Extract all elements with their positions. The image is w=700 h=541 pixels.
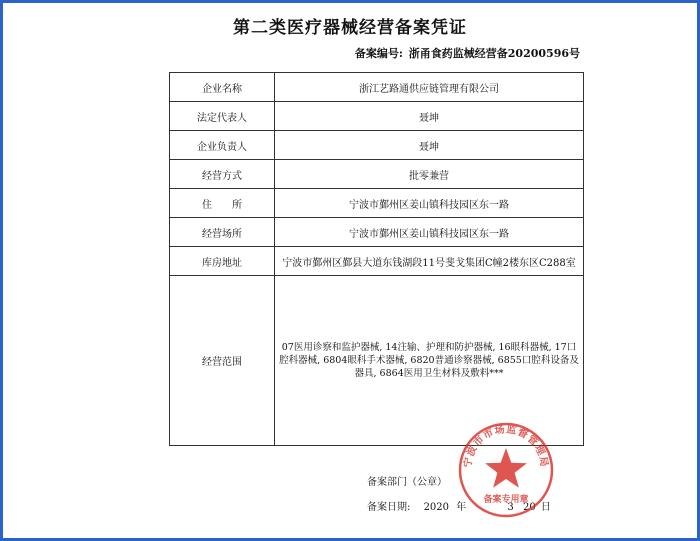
record-number-label: 备案编号: bbox=[354, 47, 403, 60]
filing-date-year: 2020 bbox=[423, 502, 450, 513]
table-row bbox=[170, 73, 584, 102]
row-value-business-mode: 批零兼营 bbox=[275, 160, 584, 189]
record-number-value: 浙甬食药监械经营备20200596号 bbox=[408, 47, 580, 60]
certificate-table bbox=[169, 72, 584, 446]
row-value-business-premises: 宁波市鄞州区姜山镇科技园区东一路 bbox=[275, 218, 584, 247]
row-value-legal-rep: 聂坤 bbox=[275, 102, 584, 131]
seal-arc-text: 宁波市市场监督管理局 bbox=[462, 424, 550, 469]
row-label-legal-rep: 法定代表人 bbox=[170, 102, 275, 131]
filing-date-label: 备案日期: bbox=[367, 502, 411, 513]
row-label-company-name: 企业名称 bbox=[170, 73, 275, 102]
row-label-business-mode: 经营方式 bbox=[170, 160, 275, 189]
seal-star-icon bbox=[485, 448, 527, 488]
seal-center-text: 备案专用章 bbox=[483, 495, 529, 505]
table-row bbox=[170, 160, 584, 189]
table-row bbox=[170, 189, 584, 218]
document-title: 第二类医疗器械经营备案凭证 bbox=[233, 18, 467, 38]
table-row bbox=[170, 102, 584, 131]
row-value-warehouse-address: 宁波市鄞州区鄞县大道东钱湖段11号斐戈集团C幢2楼东区C288室 bbox=[275, 247, 584, 276]
filing-date-day-unit: 日 bbox=[540, 502, 551, 513]
row-label-person-in-charge: 企业负责人 bbox=[170, 131, 275, 160]
row-value-person-in-charge: 聂坤 bbox=[275, 131, 584, 160]
row-label-business-scope: 经营范围 bbox=[170, 276, 275, 446]
row-value-residence: 宁波市鄞州区姜山镇科技园区东一路 bbox=[275, 189, 584, 218]
table-row bbox=[170, 218, 584, 247]
row-value-business-scope: 07医用诊察和监护器械, 14注输、护理和防护器械, 16眼科器械, 17口腔科器械, 6804眼科手术器械, 6820普通诊察器械, 6855口腔科设备及器具, 6864医用卫生材料及敷料*** bbox=[275, 276, 584, 446]
filing-date-day: 20 bbox=[522, 502, 536, 513]
row-label-residence: 住 所 bbox=[170, 189, 275, 218]
table-row bbox=[170, 247, 584, 276]
table-row bbox=[170, 131, 584, 160]
official-seal bbox=[456, 420, 556, 520]
filing-department: 备案部门（公章） bbox=[367, 477, 447, 488]
row-value-company-name: 浙江艺路通供应链管理有限公司 bbox=[275, 73, 584, 102]
row-label-business-premises: 经营场所 bbox=[170, 218, 275, 247]
record-number bbox=[355, 45, 580, 61]
filing-date-month: 3 bbox=[507, 502, 514, 513]
row-label-warehouse-address: 库房地址 bbox=[170, 247, 275, 276]
filing-date-year-unit: 年 bbox=[456, 502, 467, 513]
